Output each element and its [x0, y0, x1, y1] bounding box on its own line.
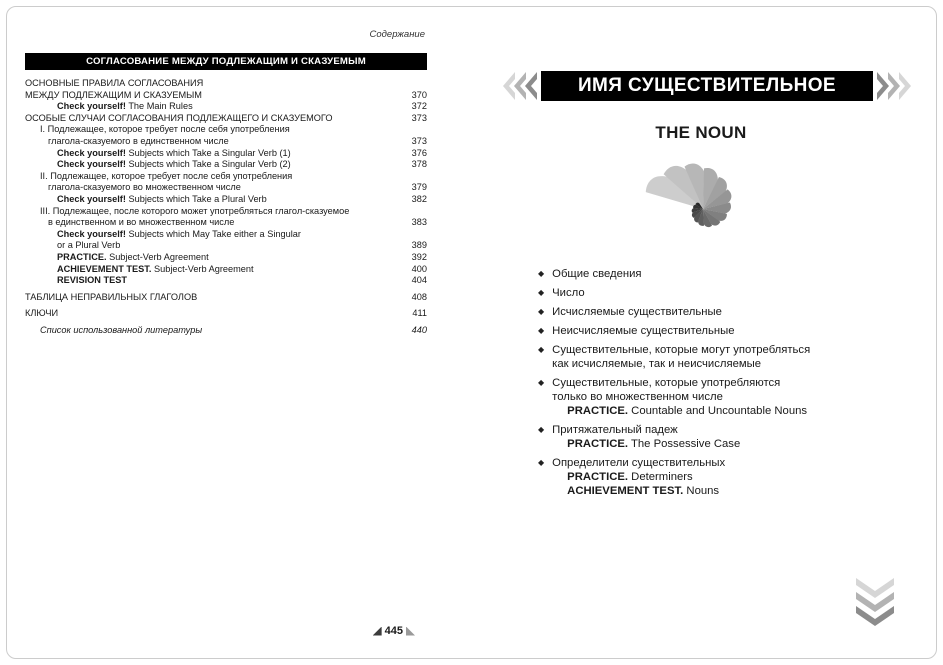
toc-entry-page: 370	[411, 89, 427, 100]
chapter-title: ИМЯ СУЩЕСТВИТЕЛЬНОЕ	[541, 71, 873, 101]
topic-item	[538, 423, 917, 451]
diamond-bullet-icon: ◆	[538, 345, 545, 354]
toc-entry	[25, 275, 427, 287]
topic-line: Общие сведения	[552, 268, 642, 280]
toc-entry-title: Check yourself! Subjects which May Take either a Singular	[57, 228, 301, 239]
topic-item	[538, 456, 917, 498]
topic-subline: PRACTICE. Countable and Uncountable Nouns	[567, 405, 808, 417]
topic-item	[538, 267, 917, 281]
toc-entry-title: глагола-сказуемого в единственном числе	[48, 135, 229, 146]
toc-entry-title: Check yourself! The Main Rules	[57, 101, 193, 112]
book-spread	[6, 6, 937, 659]
toc-entry-page	[419, 171, 427, 183]
page-number	[373, 625, 415, 637]
toc-entry-title: II. Подлежащее, которое требует после себя употребления	[40, 170, 293, 181]
topic-item	[538, 324, 917, 338]
topic-item	[538, 376, 917, 418]
topic-item	[538, 286, 917, 300]
topic-body	[552, 305, 722, 319]
toc-entry-page: 411	[412, 308, 427, 319]
toc-entry-page: 372	[411, 101, 427, 112]
toc-entry-page: 400	[411, 263, 427, 274]
toc-entry-page: 440	[411, 324, 427, 335]
toc-entry-title: КЛЮЧИ	[25, 308, 59, 319]
chapter-title-page	[493, 21, 917, 643]
topic-line: Существительные, которые могут употребляться	[552, 344, 811, 356]
toc-entry	[25, 217, 427, 229]
toc-entry-title: REVISION TEST	[57, 275, 127, 286]
diamond-bullet-icon: ◆	[538, 458, 545, 467]
toc-entry-page: 408	[411, 291, 427, 302]
topic-body	[552, 423, 740, 451]
toc-entry-page: 379	[411, 182, 427, 193]
diamond-bullet-icon: ◆	[538, 326, 545, 335]
toc-entry	[25, 90, 427, 102]
chevrons-down-icon	[855, 577, 895, 631]
topic-list	[538, 267, 917, 503]
toc-entry-page: 373	[411, 135, 427, 146]
section-heading-bar: СОГЛАСОВАНИЕ МЕЖДУ ПОДЛЕЖАЩИМ И СКАЗУЕМЫМ	[25, 53, 427, 70]
folio-triangle-right-icon	[406, 627, 415, 636]
toc-entry-title: III. Подлежащее, после которого может употребляться глагол-сказуемое	[40, 205, 350, 216]
toc-entry	[25, 171, 427, 183]
toc-entry-title: глагола-сказуемого во множественном числе	[48, 182, 241, 193]
diamond-bullet-icon: ◆	[538, 425, 545, 434]
toc-entry-title: I. Подлежащее, которое требует после себя употребления	[40, 124, 290, 135]
topic-line: Число	[552, 287, 585, 299]
toc-entry	[25, 78, 427, 90]
diamond-bullet-icon: ◆	[538, 307, 545, 316]
topic-line: Притяжательный падеж	[552, 424, 678, 436]
topic-line: Определители существительных	[552, 457, 726, 469]
toc-entry-page: 392	[411, 251, 427, 262]
toc-entry-title: or a Plural Verb	[57, 240, 121, 251]
running-header: Содержание	[369, 29, 425, 40]
chapter-subtitle: THE NOUN	[655, 123, 747, 142]
toc-entry-page: 383	[411, 217, 427, 228]
toc-entry-title: PRACTICE. Subject-Verb Agreement	[57, 251, 209, 262]
diamond-bullet-icon: ◆	[538, 269, 545, 278]
toc-entry	[25, 113, 427, 125]
toc-entry	[25, 264, 427, 276]
chapter-title-row	[499, 71, 915, 101]
toc-entry-page: 376	[411, 147, 427, 158]
toc-entry-page: 373	[411, 112, 427, 123]
toc-entry-page	[419, 78, 427, 90]
toc-entry-title: ОСНОВНЫЕ ПРАВИЛА СОГЛАСОВАНИЯ	[25, 78, 204, 88]
toc-entry	[25, 292, 427, 304]
topic-line: как исчисляемые, так и неисчисляемые	[552, 358, 762, 370]
toc-entry	[25, 252, 427, 264]
toc-entry	[25, 240, 427, 252]
toc-entry	[25, 325, 427, 337]
toc-entry-page	[419, 206, 427, 218]
toc-entry-page: 382	[411, 193, 427, 204]
spiral-fan-graphic	[628, 139, 778, 284]
topic-body	[552, 267, 641, 281]
topic-body	[552, 286, 585, 300]
toc-entry	[25, 182, 427, 194]
toc-entry	[25, 159, 427, 171]
toc-entry	[25, 101, 427, 113]
topic-line: Существительные, которые употребляются	[552, 377, 781, 389]
toc-entry-page: 378	[411, 159, 427, 170]
toc-entry-title: МЕЖДУ ПОДЛЕЖАЩИМ И СКАЗУЕМЫМ	[25, 89, 202, 100]
folio-triangle-left-icon	[373, 627, 382, 636]
contents-page	[23, 21, 427, 643]
topic-subline: PRACTICE. Determiners	[567, 471, 693, 483]
topic-item	[538, 343, 917, 371]
topic-body	[552, 376, 807, 418]
topic-subline: PRACTICE. The Possessive Case	[567, 438, 741, 450]
toc-entry-title: Check yourself! Subjects which Take a Plural Verb	[57, 193, 267, 204]
toc-entry-title: в единственном и во множественном числе	[48, 217, 235, 228]
toc-entry	[25, 194, 427, 206]
toc-entry-page	[419, 124, 427, 136]
toc-entry-title: ACHIEVEMENT TEST. Subject-Verb Agreement	[57, 263, 254, 274]
topic-body	[552, 456, 725, 498]
toc-entry	[25, 206, 427, 218]
toc-entry-page	[419, 229, 427, 241]
diamond-bullet-icon: ◆	[538, 288, 545, 297]
toc-entry	[25, 124, 427, 136]
chevrons-left-icon	[499, 71, 541, 101]
toc-entry-page: 389	[411, 240, 427, 251]
topic-item	[538, 305, 917, 319]
toc-entry	[25, 229, 427, 241]
folio-number: 445	[384, 625, 403, 637]
toc-entry	[25, 136, 427, 148]
toc-entry-title: ОСОБЫЕ СЛУЧАИ СОГЛАСОВАНИЯ ПОДЛЕЖАЩЕГО И СКАЗУЕМОГО	[25, 112, 333, 123]
toc-entry	[25, 148, 427, 160]
table-of-contents	[25, 78, 427, 336]
toc-entry	[25, 308, 427, 320]
toc-entry-title: Check yourself! Subjects which Take a Singular Verb (1)	[57, 147, 291, 158]
topic-line: только во множественном числе	[552, 391, 723, 403]
toc-entry-title: Check yourself! Subjects which Take a Singular Verb (2)	[57, 159, 291, 170]
chevrons-right-icon	[873, 71, 915, 101]
topic-body	[552, 324, 734, 338]
toc-entry-title: Список использованной литературы	[40, 324, 203, 335]
topic-body	[552, 343, 810, 371]
topic-line: Исчисляемые существительные	[552, 306, 722, 318]
diamond-bullet-icon: ◆	[538, 378, 545, 387]
toc-entry-title: ТАБЛИЦА НЕПРАВИЛЬНЫХ ГЛАГОЛОВ	[25, 291, 198, 302]
toc-entry-page: 404	[411, 275, 427, 286]
topic-subline: ACHIEVEMENT TEST. Nouns	[567, 485, 720, 497]
topic-line: Неисчисляемые существительные	[552, 325, 735, 337]
